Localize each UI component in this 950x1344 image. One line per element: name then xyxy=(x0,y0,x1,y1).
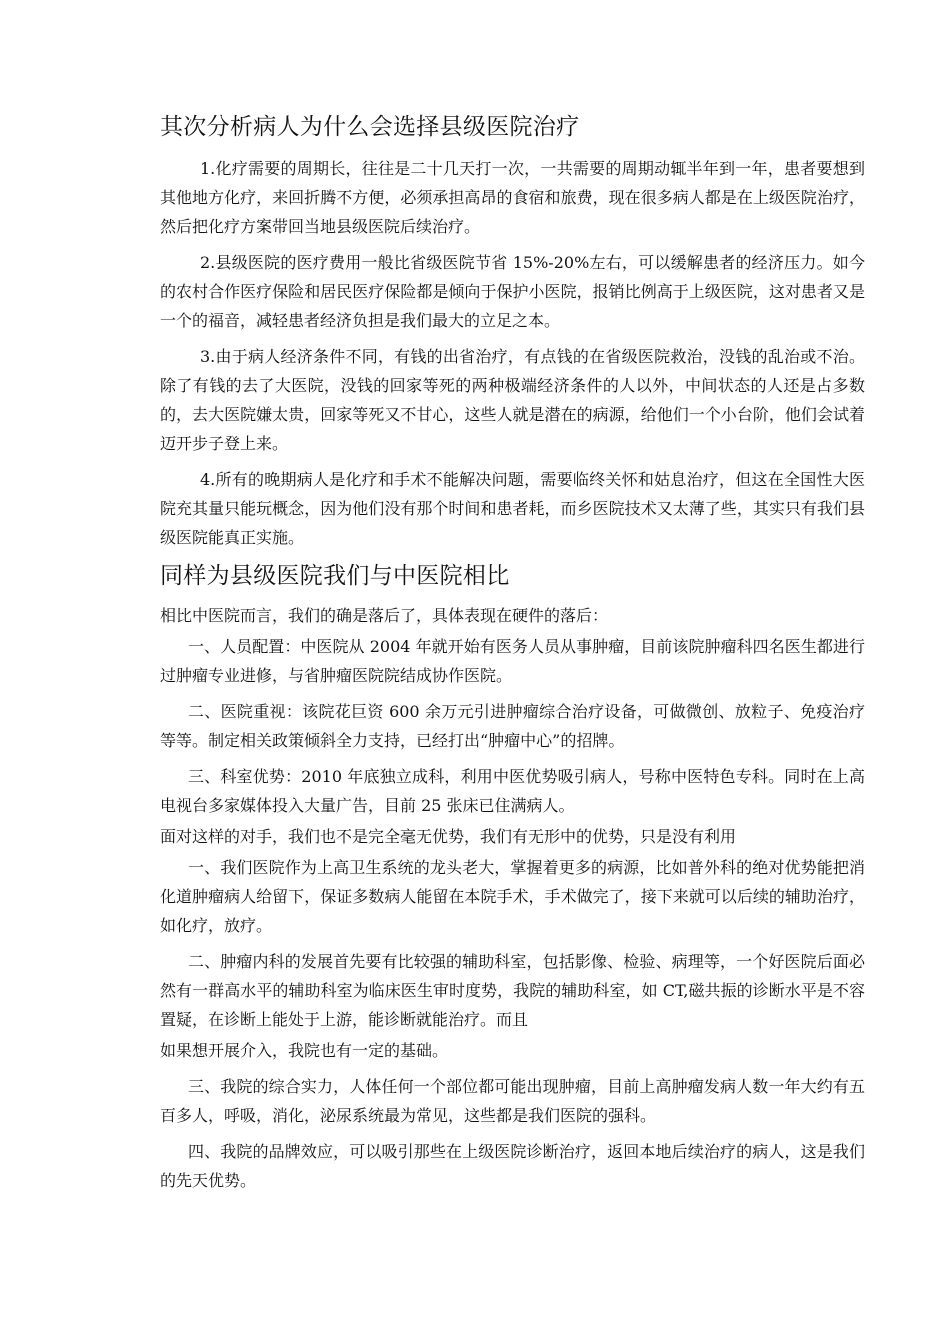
paragraph-patient-source: 一、我们医院作为上高卫生系统的龙头老大，掌握着更多的病源，比如普外科的绝对优势能把消化道肿瘤病人给留下，保证多数病人能留在本院手术，手术做完了，接下来就可以后续的辅助治疗，如化疗，放疗。 xyxy=(160,858,865,935)
paragraph-auxiliary-departments: 二、肿瘤内科的发展首先要有比较强的辅助科室，包括影像、检验、病理等，一个好医院后面必然有一群高水平的辅助科室为临床医生审时度势，我院的辅助科室，如 CT,磁共振的诊断水平是不容置疑，在诊断上能处于上游，能诊断就能治疗。而且 xyxy=(160,952,865,1029)
paragraph-brand-effect: 四、我院的品牌效应，可以吸引那些在上级医院诊断治疗，返回本地后续治疗的病人，这是我们的先天优势。 xyxy=(160,1142,865,1190)
paragraph-economic-conditions: 3.由于病人经济条件不同，有钱的出省治疗，有点钱的在省级医院救治，没钱的乱治或不治。除了有钱的去了大医院，没钱的回家等死的两种极端经济条件的人以外，中间状态的人还是占多数的，去大医院嫌太贵，回家等死又不甘心，这些人就是潜在的病源，给他们一个小台阶，他们会试着迈开步子登上来。 xyxy=(160,347,865,453)
heading-compare-tcm-hospital: 同样为县级医院我们与中医院相比 xyxy=(160,563,510,589)
paragraph-overall-strength: 三、我院的综合实力，人体任何一个部位都可能出现肿瘤，目前上高肿瘤发病人数一年大约有五百多人，呼吸，消化，泌尿系统最为常见，这些都是我们医院的强科。 xyxy=(160,1077,865,1125)
paragraph-hospital-investment: 二、医院重视：该院花巨资 600 余万元引进肿瘤综合治疗设备，可做微创、放粒子、免疫治疗等等。制定相关政策倾斜全力支持，已经打出“肿瘤中心”的招牌。 xyxy=(160,702,865,750)
document-page xyxy=(160,110,865,1202)
paragraph-intro-comparison: 相比中医院而言，我们的确是落后了，具体表现在硬件的落后： xyxy=(160,606,609,625)
paragraph-palliative-care: 4.所有的晚期病人是化疗和手术不能解决问题，需要临终关怀和姑息治疗，但这在全国性大医院充其量只能玩概念，因为他们没有那个时间和患者耗，而乡医院技术又太薄了些，其实只有我们县级医院能真正实施。 xyxy=(160,470,865,547)
paragraph-staffing: 一、人员配置：中医院从 2004 年就开始有医务人员从事肿瘤，目前该院肿瘤科四名医生都进行过肿瘤专业进修，与省肿瘤医院院结成协作医院。 xyxy=(160,637,865,685)
heading-patient-choice: 其次分析病人为什么会选择县级医院治疗 xyxy=(160,114,580,140)
paragraph-department-advantage: 三、科室优势：2010 年底独立成科，利用中医优势吸引病人，号称中医特色专科。同时在上高电视台多家媒体投入大量广告，目前 25 张床已住满病人。 xyxy=(160,767,865,815)
paragraph-cost-saving: 2.县级医院的医疗费用一般比省级医院节省 15%-20%左右，可以缓解患者的经济压力。如今的农村合作医疗保险和居民医疗保险都是倾向于保护小医院，报销比例高于上级医院，这对患者又是一个的福音，减轻患者经济负担是我们最大的立足之本。 xyxy=(160,253,865,330)
paragraph-intervention-basis: 如果想开展介入，我院也有一定的基础。 xyxy=(160,1041,449,1060)
paragraph-transition: 面对这样的对手，我们也不是完全毫无优势，我们有无形中的优势，只是没有利用 xyxy=(160,827,737,846)
paragraph-chemo-cycle: 1.化疗需要的周期长，往往是二十几天打一次，一共需要的周期动辄半年到一年，患者要想到其他地方化疗，来回折腾不方便，必须承担高昂的食宿和旅费，现在很多病人都是在上级医院治疗，然后把化疗方案带回当地县级医院后续治疗。 xyxy=(160,159,865,236)
